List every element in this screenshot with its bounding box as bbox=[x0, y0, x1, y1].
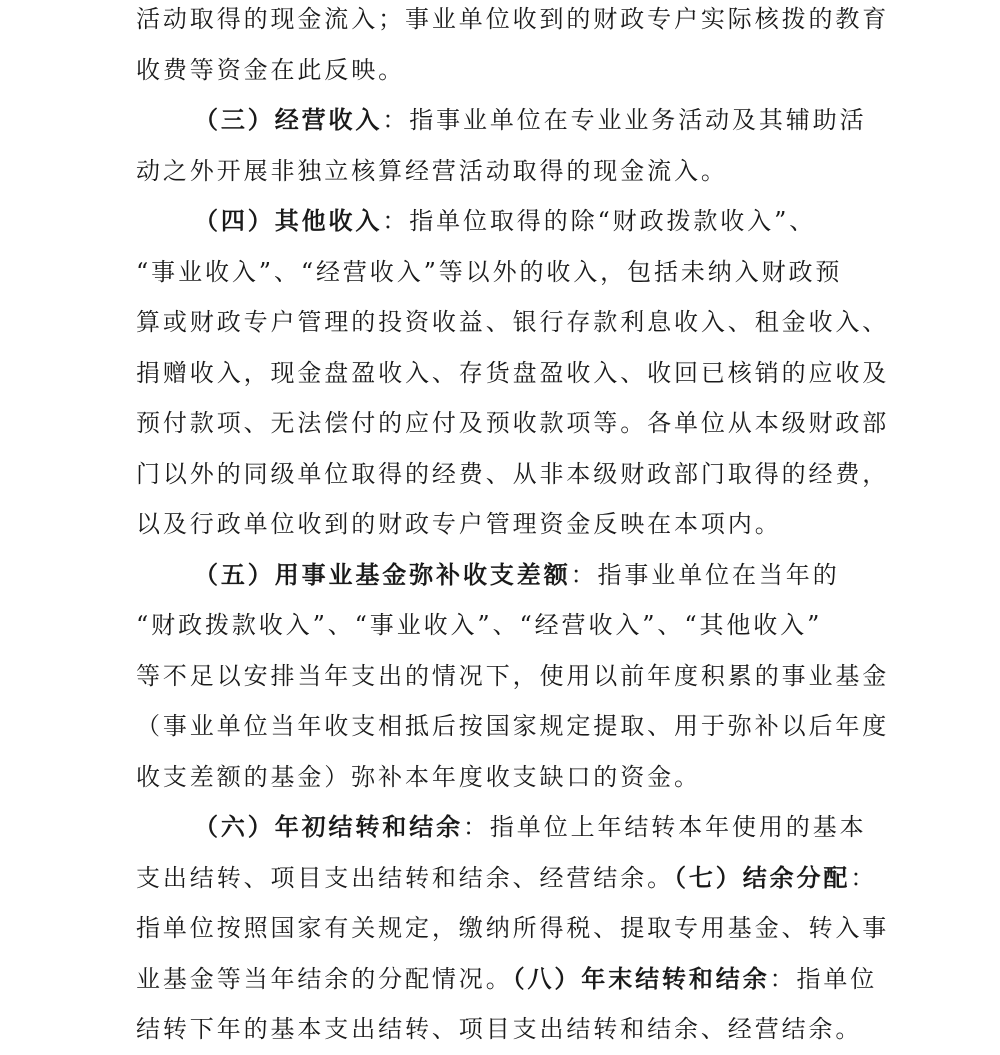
text-line bbox=[136, 550, 896, 601]
text-line bbox=[136, 247, 896, 298]
text-line bbox=[136, 600, 896, 651]
text-line bbox=[136, 802, 896, 853]
body-text: ：指单位取得的除“财政拨款收入”、 bbox=[382, 207, 817, 235]
body-text: ：指单位 bbox=[769, 964, 878, 993]
text-line bbox=[136, 903, 896, 954]
text-line bbox=[136, 297, 896, 348]
text-line bbox=[136, 752, 896, 803]
document-page bbox=[136, 0, 896, 1055]
text-line bbox=[136, 196, 896, 247]
text-line bbox=[136, 348, 896, 399]
text-line bbox=[136, 853, 896, 904]
body-text: 收费等资金在此反映。 bbox=[136, 55, 405, 84]
body-text: 动之外开展非独立核算经营活动取得的现金流入。 bbox=[136, 156, 728, 185]
body-text: 以及行政单位收到的财政专户管理资金反映在本项内。 bbox=[136, 510, 782, 538]
text-line bbox=[136, 45, 896, 96]
text-line bbox=[136, 499, 896, 550]
body-text: 结转下年的基本支出结转、项目支出结转和结余、经营结余。 bbox=[136, 1015, 863, 1043]
text-line bbox=[136, 95, 896, 146]
section-heading: （四）其他收入 bbox=[194, 206, 383, 235]
text-line bbox=[136, 701, 896, 752]
text-line bbox=[136, 1004, 896, 1055]
body-text: 预付款项、无法偿付的应付及预收款项等。各单位从本级财政部 bbox=[136, 409, 890, 437]
body-text: ：指事业单位在当年的 bbox=[570, 560, 840, 589]
section-heading: （六）年初结转和结余 bbox=[194, 812, 463, 841]
text-line bbox=[136, 146, 896, 197]
body-text: （事业单位当年收支相抵后按国家规定提取、用于弥补以后年度 bbox=[136, 712, 890, 740]
body-text: ： bbox=[850, 863, 878, 892]
section-heading: （七）结余分配 bbox=[674, 862, 851, 892]
text-line bbox=[136, 398, 896, 449]
body-text: 支出结转、项目支出结转和结余、经营结余。 bbox=[136, 863, 674, 892]
body-text: “事业收入”、“经营收入”等以外的收入，包括未纳入财政预 bbox=[136, 257, 843, 286]
body-text: 收支差额的基金）弥补本年度收支缺口的资金。 bbox=[136, 762, 701, 791]
body-text: ：指事业单位在专业业务活动及其辅助活 bbox=[382, 106, 867, 134]
body-text: 指单位按照国家有关规定，缴纳所得税、提取专用基金、转入事 bbox=[136, 914, 890, 942]
text-line bbox=[136, 651, 896, 702]
body-text: 算或财政专户管理的投资收益、银行存款利息收入、租金收入、 bbox=[136, 308, 890, 336]
body-text: ：指单位上年结转本年使用的基本 bbox=[463, 813, 867, 841]
body-text: 门以外的同级单位取得的经费、从非本级财政部门取得的经费， bbox=[136, 459, 890, 488]
body-text: 等不足以安排当年支出的情况下，使用以前年度积累的事业基金 bbox=[136, 661, 890, 690]
text-line bbox=[136, 954, 896, 1005]
section-heading: （三）经营收入 bbox=[194, 105, 383, 134]
section-heading: （八）年末结转和结余 bbox=[512, 963, 770, 993]
text-line bbox=[136, 449, 896, 500]
body-text: 捐赠收入，现金盘盈收入、存货盘盈收入、收回已核销的应收及 bbox=[136, 358, 890, 387]
body-text: 业基金等当年结余的分配情况。 bbox=[136, 964, 513, 993]
body-text: 活动取得的现金流入；事业单位收到的财政专户实际核拨的教育 bbox=[136, 5, 890, 33]
section-heading: （五）用事业基金弥补收支差额 bbox=[194, 559, 571, 589]
body-text: “财政拨款收入”、“事业收入”、“经营收入”、“其他收入” bbox=[136, 611, 823, 639]
text-line bbox=[136, 0, 896, 45]
